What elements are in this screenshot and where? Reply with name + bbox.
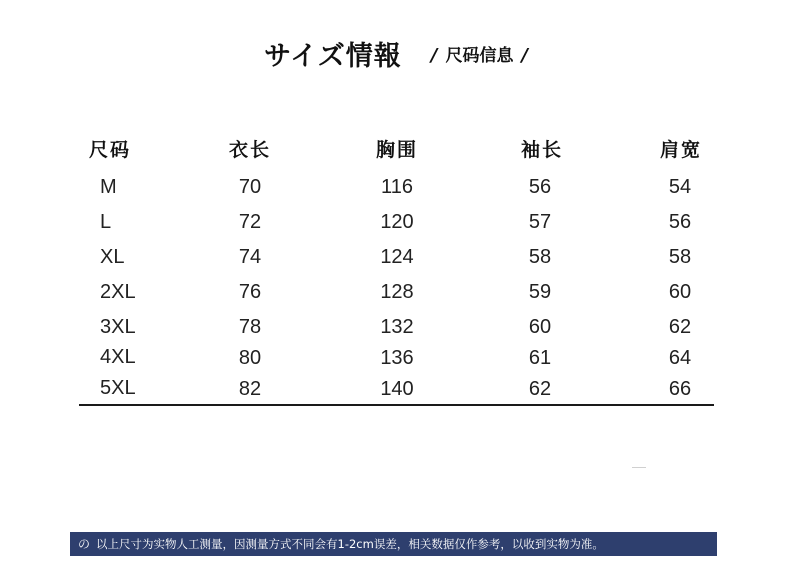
header-length: 衣长 <box>228 139 272 161</box>
title-sub-text: 尺码信息 <box>445 46 514 66</box>
table-cell-chest: 136 <box>380 347 414 369</box>
measurement-note-banner <box>70 532 717 556</box>
table-cell-size: 2XL <box>100 281 136 303</box>
table-cell-chest: 116 <box>381 176 413 198</box>
table-cell-size: 3XL <box>100 316 136 338</box>
table-cell-shoulder: 66 <box>668 378 692 400</box>
table-cell-size: XL <box>100 246 125 268</box>
table-cell-length: 78 <box>238 316 262 338</box>
note-icon: の <box>78 537 91 551</box>
table-cell-chest: 132 <box>380 316 414 338</box>
table-cell-shoulder: 62 <box>668 316 692 338</box>
header-chest: 胸围 <box>375 139 419 161</box>
table-cell-length: 80 <box>238 347 262 369</box>
table-cell-chest: 128 <box>380 281 414 303</box>
table-cell-chest: 120 <box>380 211 414 233</box>
table-cell-size: 4XL <box>100 346 136 368</box>
table-cell-sleeve: 59 <box>528 281 552 303</box>
title-subtitle <box>423 46 536 66</box>
table-cell-sleeve: 58 <box>528 246 552 268</box>
table-cell-sleeve: 60 <box>528 316 552 338</box>
title-slash-left: / <box>430 45 438 66</box>
table-cell-shoulder: 60 <box>668 281 692 303</box>
table-cell-length: 74 <box>238 246 262 268</box>
table-cell-length: 70 <box>238 176 262 198</box>
table-cell-shoulder: 54 <box>668 176 692 198</box>
title-main: サイズ情報 <box>263 41 402 72</box>
header-shoulder: 肩宽 <box>659 139 703 161</box>
measurement-note-text: 以上尺寸为实物人工测量，因测量方式不同会有1-2cm误差，相关数据仅作参考，以收到实物为准。 <box>96 537 604 551</box>
title-slash-right: / <box>521 45 529 66</box>
table-cell-sleeve: 57 <box>528 211 552 233</box>
table-cell-length: 76 <box>238 281 262 303</box>
table-bottom-rule <box>79 404 714 406</box>
table-cell-length: 72 <box>238 211 262 233</box>
table-cell-shoulder: 56 <box>668 211 692 233</box>
table-cell-chest: 124 <box>380 246 414 268</box>
table-cell-sleeve: 56 <box>528 176 552 198</box>
table-cell-shoulder: 58 <box>668 246 692 268</box>
table-cell-size: L <box>100 211 112 233</box>
page-title <box>0 34 800 73</box>
table-cell-length: 82 <box>238 378 262 400</box>
table-cell-shoulder: 64 <box>668 347 692 369</box>
table-cell-size: 5XL <box>100 377 136 399</box>
decorative-speck <box>632 467 646 468</box>
table-cell-sleeve: 62 <box>528 378 552 400</box>
table-cell-sleeve: 61 <box>528 347 552 369</box>
header-sleeve: 袖长 <box>520 139 564 161</box>
table-cell-size: M <box>100 176 117 198</box>
table-cell-chest: 140 <box>380 378 414 400</box>
header-size: 尺码 <box>89 139 132 161</box>
